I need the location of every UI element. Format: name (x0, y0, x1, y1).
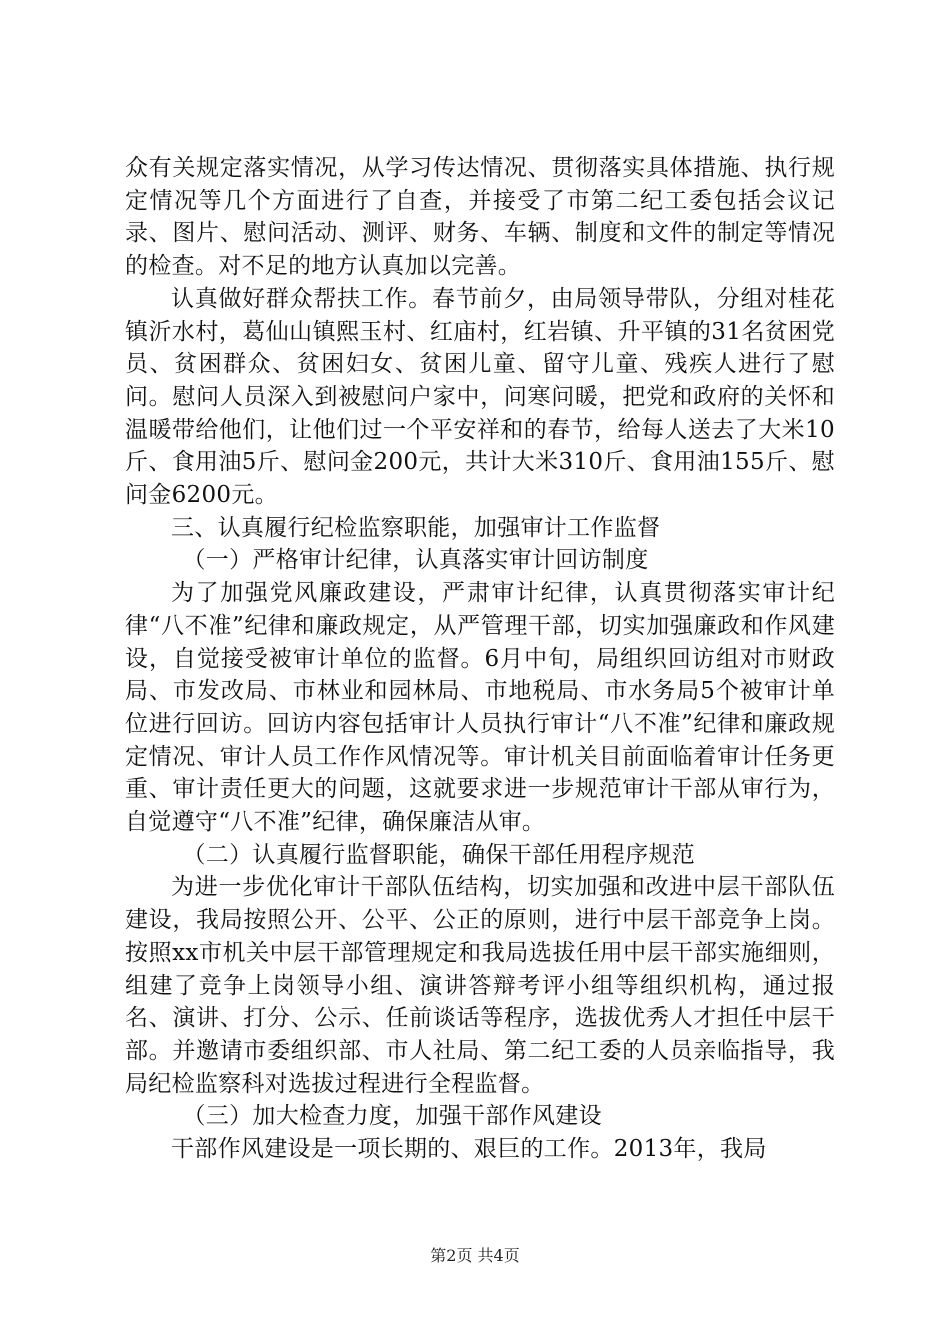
paragraph-inspection-continued: 众有关规定落实情况，从学习传达情况、贯彻落实具体措施、执行规定情况等几个方面进行了自查，并接受了市第二纪工委包括会议记录、图片、慰问活动、测评、财务、车辆、制度和文件的制定等情况的检查。对不足的地方认真加以完善。 (125, 155, 835, 280)
paragraph-audit-discipline: 为了加强党风廉政建设，严肃审计纪律，认真贯彻落实审计纪律“八不准”纪律和廉政规定，从严管理干部，切实加强廉政和作风建设，自觉接受被审计单位的监督。6月中旬，局组织回访组对市财政局、市发改局、市林业和园林局、市地税局、市水务局5个被审计单位进行回访。回访内容包括审计人员执行审计“八不准”纪律和廉政规定情况、审计人员工作作风情况等。审计机关目前面临着审计任务更重、审计责任更大的问题，这就要求进一步规范审计干部从审行为，自觉遵守“八不准”纪律，确保廉洁从审。 (125, 580, 835, 836)
body-text (125, 152, 835, 1166)
paragraph-work-style: 干部作风建设是一项长期的、艰巨的工作。2013年，我局 (171, 1136, 767, 1163)
section-heading-3: 三、认真履行纪检监察职能，加强审计工作监督 (171, 514, 661, 541)
subheading-2: （二）认真履行监督职能，确保干部任用程序规范 (182, 841, 696, 868)
page-number-footer: 第2页 共4页 (430, 1246, 520, 1265)
paragraph-poverty-assistance: 认真做好群众帮扶工作。春节前夕，由局领导带队，分组对桂花镇沂水村，葛仙山镇熙玉村、红庙村，红岩镇、升平镇的31名贫困党员、贫困群众、贫困妇女、贫困儿童、留守儿童、残疾人进行了慰问。慰问人员深入到被慰问户家中，问寒问暖，把党和政府的关怀和温暖带给他们，让他们过一个平安祥和的春节，给每人送去了大米10斤、食用油5斤、慰问金200元，共计大米310斤、食用油155斤、慰问金6200元。 (125, 285, 835, 509)
subheading-3: （三）加大检查力度，加强干部作风建设 (182, 1103, 602, 1130)
paragraph-cadre-selection: 为进一步优化审计干部队伍结构，切实加强和改进中层干部队伍建设，我局按照公开、公平、公正的原则，进行中层干部竞争上岗。按照xx市机关中层干部管理规定和我局选拔任用中层干部实施细则，组建了竞争上岗领导小组、演讲答辩考评小组等组织机构，通过报名、演讲、打分、公示、任前谈话等程序，选拔优秀人才担任中层干部。并邀请市委组织部、市人社局、第二纪工委的人员亲临指导，我局纪检监察科对选拔过程进行全程监督。 (125, 874, 835, 1097)
subheading-1: （一）严格审计纪律，认真落实审计回访制度 (182, 547, 649, 574)
